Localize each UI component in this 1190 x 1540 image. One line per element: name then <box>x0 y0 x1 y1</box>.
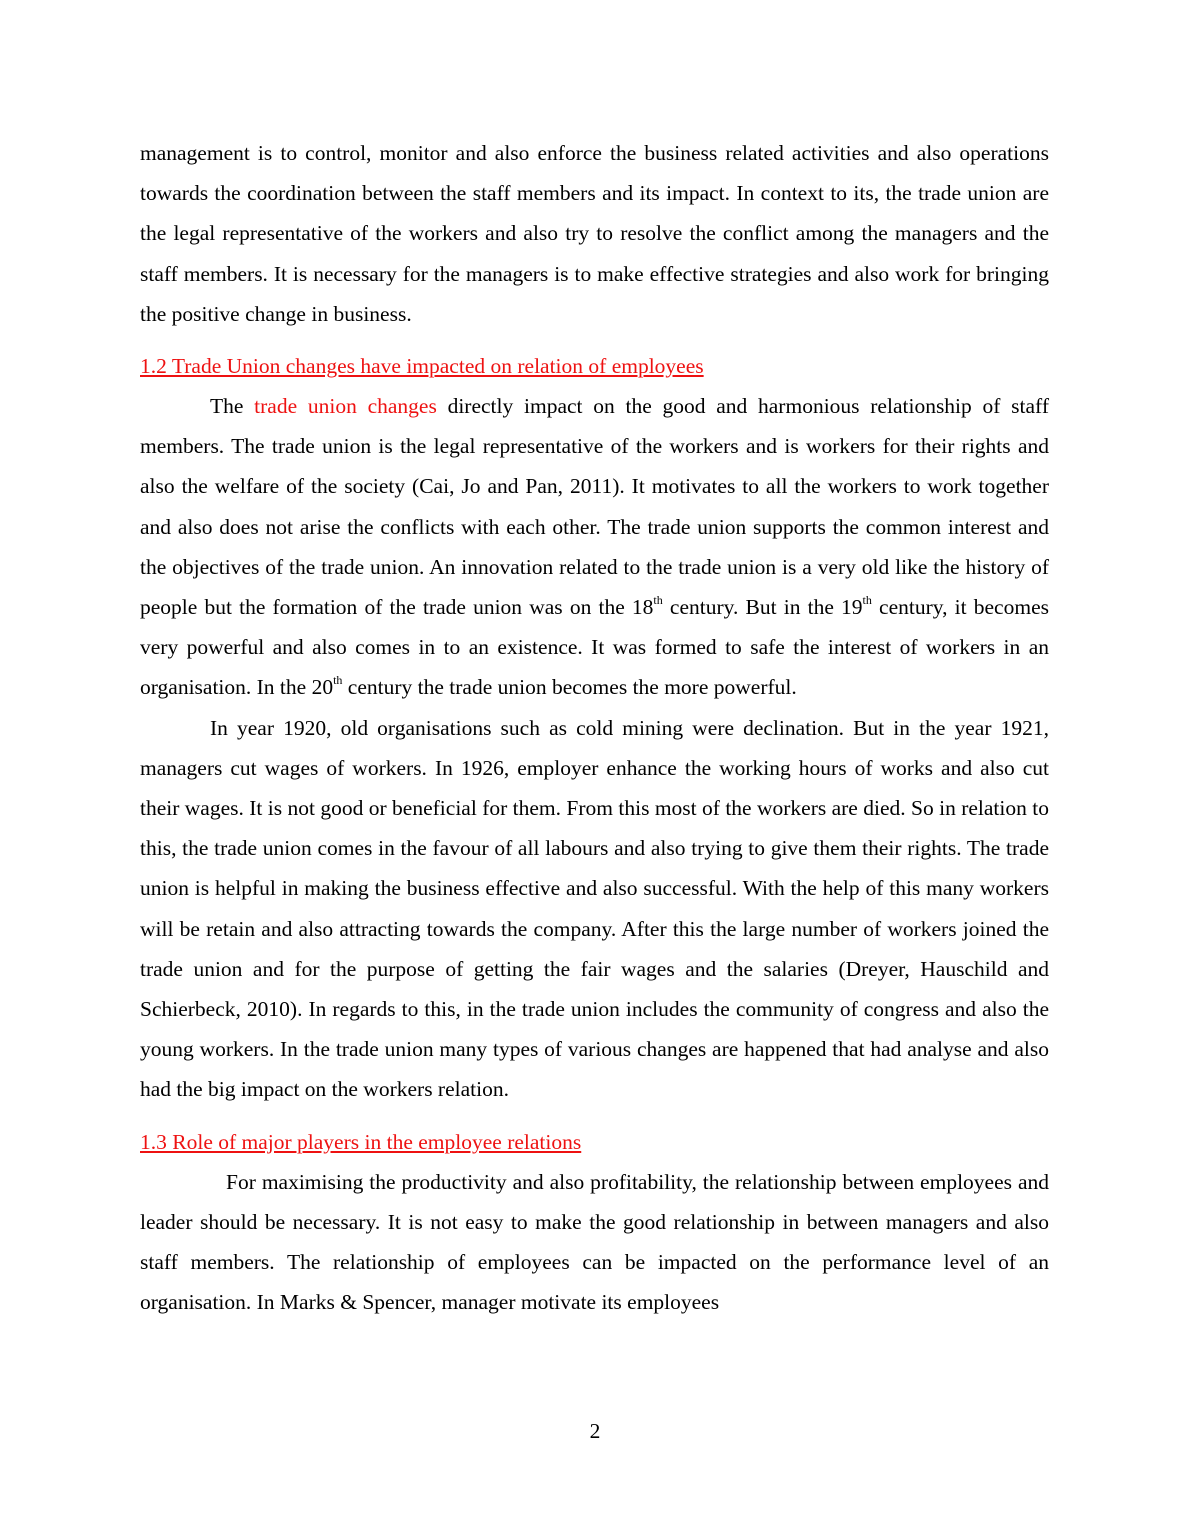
section-1-2-paragraph-2: In year 1920, old organisations such as cold mining were declination. But in the year 1921, managers cut wages of workers. In 1926, employer enhance the working hours of works and also cut their wages. It is not good or beneficial for them. From this most of the workers are died. So in relation to this, the trade union comes in the favour of all labours and also trying to give them their rights. The trade union is helpful in making the business effective and also successful. With the help of this many workers will be retain and also attracting towards the company. After this the large number of workers joined the trade union and for the purpose of getting the fair wages and the salaries (Dreyer, Hauschild and Schierbeck, 2010). In regards to this, in the trade union includes the community of congress and also the young workers. In the trade union many types of various changes are happened that had analyse and also had the big impact on the workers relation. <box>140 715 1049 1102</box>
highlighted-phrase: trade union changes <box>254 394 437 419</box>
para-text-part1: directly impact on the good and harmonious relationship of staff members. The trade union is the legal representative of the workers and is workers for their rights and also the welfare of the society (Cai, Jo and Pan, 2011). It motivates to all the workers to work together and also does not arise the conflicts with each other. The trade union supports the common interest and the objectives of the trade union. An innovation related to the trade union is a very old like the history of people but the formation of the trade union was on the 18 <box>140 394 1049 620</box>
document-page <box>140 133 1049 1322</box>
section-1-2-paragraph-1 <box>140 386 1049 708</box>
superscript-th-1: th <box>653 592 663 607</box>
para-text-part2: century. But in the 19 <box>662 595 863 620</box>
para-text-part3: century, it becomes very powerful and also comes in to an existence. It was formed to safe the interest of workers in an organisation. In the 20 <box>140 595 1049 700</box>
section-1-3-paragraph-1: For maximising the productivity and also profitability, the relationship between employees and leader should be necessary. It is not easy to make the good relationship in between managers and also staff members. The relationship of employees can be impacted on the performance level of an organisation. In Marks & Spencer, manager motivate its employees <box>140 1169 1049 1315</box>
section-heading-1-3: 1.3 Role of major players in the employee relations <box>140 1129 582 1154</box>
superscript-th-3: th <box>333 673 343 688</box>
para-lead-text: The <box>210 394 255 419</box>
section-heading-1-2: 1.2 Trade Union changes have impacted on relation of employees <box>140 354 704 379</box>
page-number: 2 <box>589 1419 601 1443</box>
para-text-part4: century the trade union becomes the more powerful. <box>342 675 797 700</box>
intro-paragraph: management is to control, monitor and also enforce the business related activities and also operations towards the coordination between the staff members and its impact. In context to its, the trade union are the legal representative of the workers and also try to resolve the conflict among the managers and the staff members. It is necessary for the managers is to make effective strategies and also work for bringing the positive change in business. <box>140 141 1049 326</box>
superscript-th-2: th <box>862 592 872 607</box>
